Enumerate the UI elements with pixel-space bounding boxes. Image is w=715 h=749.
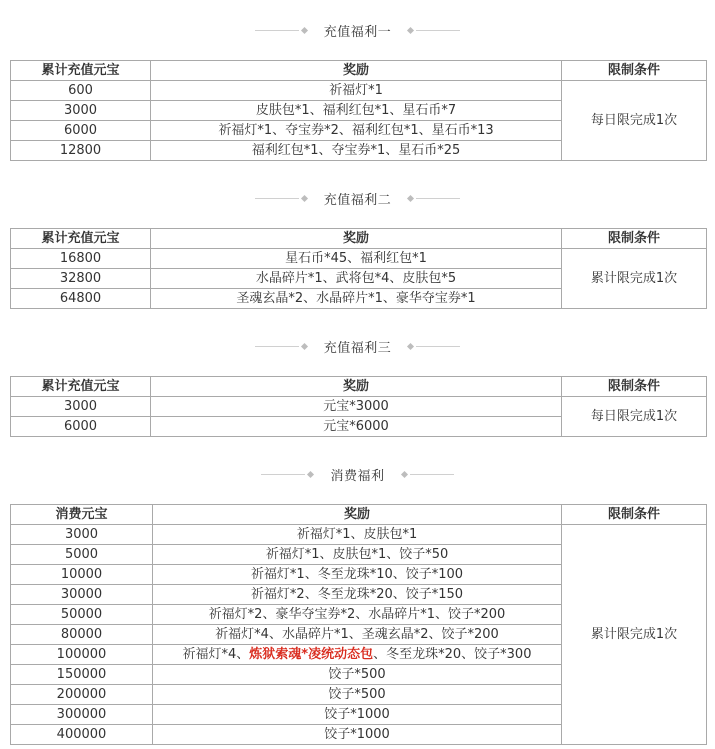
section-title-recharge-3 xyxy=(0,336,715,356)
amount-cell: 100000 xyxy=(11,645,153,665)
table-header-row xyxy=(11,377,707,397)
title-decoration-right xyxy=(399,472,454,477)
limit-cell: 累计限完成1次 xyxy=(562,249,707,309)
table-header-row xyxy=(11,229,707,249)
amount-cell: 150000 xyxy=(11,665,153,685)
amount-cell: 6000 xyxy=(11,121,151,141)
amount-cell: 80000 xyxy=(11,625,153,645)
amount-cell: 600 xyxy=(11,81,151,101)
section-title-consume xyxy=(0,464,715,484)
reward-table-recharge-2 xyxy=(10,228,707,309)
reward-cell: 饺子*1000 xyxy=(153,705,562,725)
reward-cell: 祈福灯*1、皮肤包*1、饺子*50 xyxy=(153,545,562,565)
reward-cell: 祈福灯*1、夺宝券*2、福利红包*1、星石币*13 xyxy=(151,121,562,141)
amount-cell: 3000 xyxy=(11,101,151,121)
section-title-text: 充值福利三 xyxy=(323,340,392,356)
amount-cell: 3000 xyxy=(11,525,153,545)
reward-cell: 祈福灯*2、豪华夺宝券*2、水晶碎片*1、饺子*200 xyxy=(153,605,562,625)
reward-cell: 饺子*500 xyxy=(153,665,562,685)
table-row xyxy=(11,525,707,545)
reward-table-recharge-3 xyxy=(10,376,707,437)
header-reward: 奖励 xyxy=(153,505,562,525)
header-amount: 累计充值元宝 xyxy=(11,377,151,397)
table-row xyxy=(11,81,707,101)
title-decoration-left xyxy=(261,472,316,477)
title-decoration-right xyxy=(405,344,460,349)
header-reward: 奖励 xyxy=(151,61,562,81)
header-reward: 奖励 xyxy=(151,377,562,397)
amount-cell: 16800 xyxy=(11,249,151,269)
reward-cell: 皮肤包*1、福利红包*1、星石币*7 xyxy=(151,101,562,121)
section-title-recharge-2 xyxy=(0,188,715,208)
amount-cell: 3000 xyxy=(11,397,151,417)
reward-cell: 元宝*6000 xyxy=(151,417,562,437)
section-title-text: 充值福利二 xyxy=(323,192,392,208)
reward-cell: 福利红包*1、夺宝券*1、星石币*25 xyxy=(151,141,562,161)
reward-cell: 饺子*1000 xyxy=(153,725,562,745)
reward-cell xyxy=(153,645,562,665)
table-row xyxy=(11,249,707,269)
reward-cell: 饺子*500 xyxy=(153,685,562,705)
amount-cell: 32800 xyxy=(11,269,151,289)
reward-text-post: 、冬至龙珠*20、饺子*300 xyxy=(373,647,532,662)
limit-cell: 每日限完成1次 xyxy=(562,397,707,437)
section-title-text: 消费福利 xyxy=(330,468,385,484)
table-header-row xyxy=(11,61,707,81)
amount-cell: 12800 xyxy=(11,141,151,161)
reward-table-consume xyxy=(10,504,707,745)
reward-highlight: 炼狱索魂*凌统动态包 xyxy=(249,647,374,662)
limit-cell: 每日限完成1次 xyxy=(562,81,707,161)
reward-cell: 祈福灯*2、冬至龙珠*20、饺子*150 xyxy=(153,585,562,605)
header-limit: 限制条件 xyxy=(562,505,707,525)
reward-cell: 祈福灯*4、水晶碎片*1、圣魂玄晶*2、饺子*200 xyxy=(153,625,562,645)
table-row xyxy=(11,397,707,417)
header-reward: 奖励 xyxy=(151,229,562,249)
header-limit: 限制条件 xyxy=(562,229,707,249)
title-decoration-left xyxy=(255,196,310,201)
reward-cell: 元宝*3000 xyxy=(151,397,562,417)
reward-cell: 祈福灯*1、皮肤包*1 xyxy=(153,525,562,545)
amount-cell: 10000 xyxy=(11,565,153,585)
section-title-recharge-1 xyxy=(0,20,715,40)
limit-cell: 累计限完成1次 xyxy=(562,525,707,745)
amount-cell: 400000 xyxy=(11,725,153,745)
reward-cell: 祈福灯*1、冬至龙珠*10、饺子*100 xyxy=(153,565,562,585)
amount-cell: 6000 xyxy=(11,417,151,437)
reward-text-pre: 祈福灯*4、 xyxy=(182,647,250,662)
section-title-text: 充值福利一 xyxy=(323,24,392,40)
header-limit: 限制条件 xyxy=(562,61,707,81)
amount-cell: 300000 xyxy=(11,705,153,725)
title-decoration-right xyxy=(405,196,460,201)
table-header-row xyxy=(11,505,707,525)
reward-cell: 圣魂玄晶*2、水晶碎片*1、豪华夺宝券*1 xyxy=(151,289,562,309)
title-decoration-right xyxy=(405,28,460,33)
amount-cell: 5000 xyxy=(11,545,153,565)
amount-cell: 64800 xyxy=(11,289,151,309)
header-amount: 累计充值元宝 xyxy=(11,61,151,81)
reward-table-recharge-1 xyxy=(10,60,707,161)
reward-cell: 祈福灯*1 xyxy=(151,81,562,101)
header-amount: 累计充值元宝 xyxy=(11,229,151,249)
title-decoration-left xyxy=(255,28,310,33)
title-decoration-left xyxy=(255,344,310,349)
header-amount: 消费元宝 xyxy=(11,505,153,525)
reward-cell: 星石币*45、福利红包*1 xyxy=(151,249,562,269)
amount-cell: 50000 xyxy=(11,605,153,625)
reward-cell: 水晶碎片*1、武将包*4、皮肤包*5 xyxy=(151,269,562,289)
amount-cell: 200000 xyxy=(11,685,153,705)
amount-cell: 30000 xyxy=(11,585,153,605)
header-limit: 限制条件 xyxy=(562,377,707,397)
